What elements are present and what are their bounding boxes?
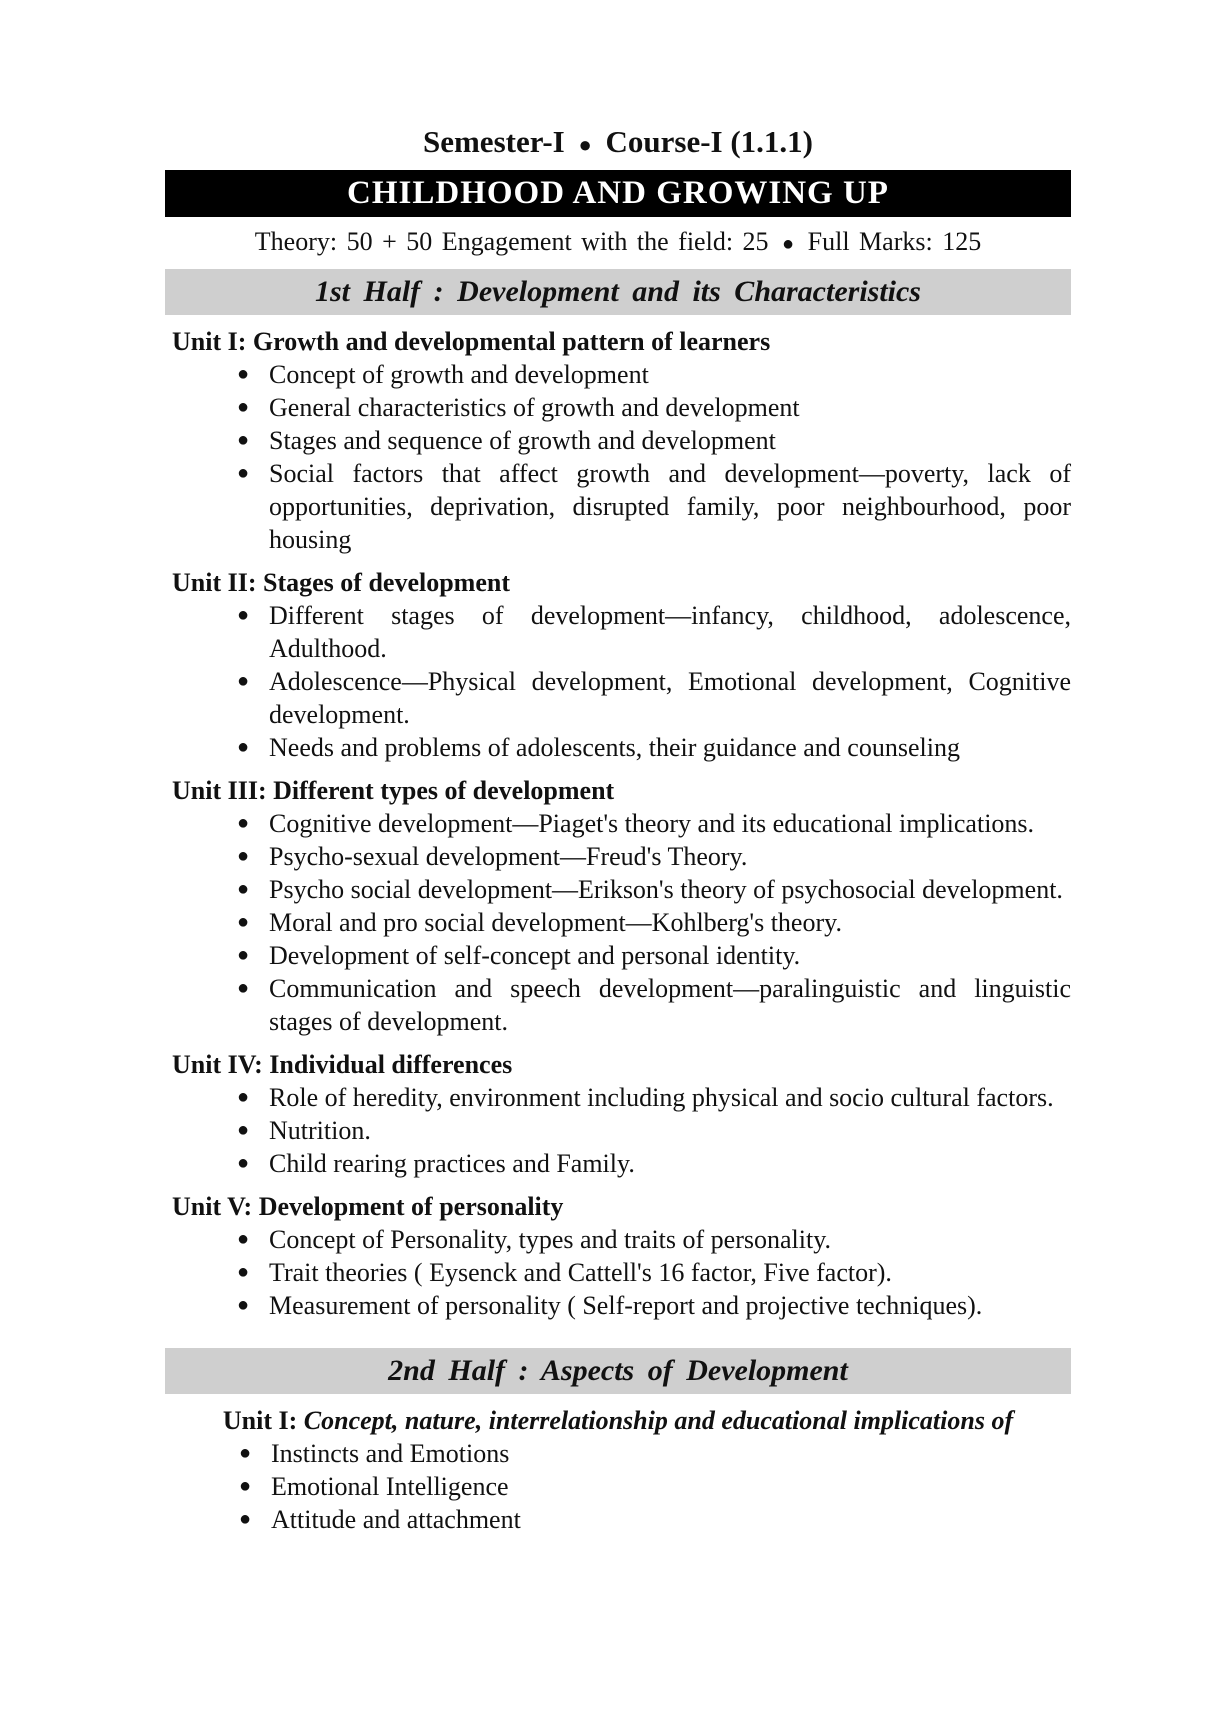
bullet-icon: ● bbox=[237, 878, 250, 900]
list-item bbox=[165, 731, 1071, 764]
bullet-icon: ● bbox=[237, 670, 250, 692]
list-item bbox=[165, 807, 1071, 840]
list-item bbox=[165, 599, 1071, 665]
unit-section bbox=[165, 1190, 1071, 1322]
unit-label: Unit I: bbox=[222, 1406, 298, 1435]
list-item-text: Attitude and attachment bbox=[271, 1505, 521, 1534]
unit-item-list bbox=[165, 1223, 1071, 1322]
bullet-icon: ● bbox=[237, 429, 250, 451]
bullet-icon: ● bbox=[237, 1294, 250, 1316]
list-item-text: Communication and speech development—paralinguistic and linguistic stages of development. bbox=[269, 974, 1071, 1036]
bullet-icon: ● bbox=[237, 363, 250, 385]
list-item-text: Psycho social development—Erikson's theory of psychosocial development. bbox=[269, 875, 1063, 904]
unit-section bbox=[165, 566, 1071, 764]
second-half-unit-1 bbox=[165, 1404, 1071, 1536]
list-item-text: General characteristics of growth and development bbox=[269, 393, 800, 422]
list-item-text: Measurement of personality ( Self-report and projective techniques). bbox=[269, 1291, 983, 1320]
bullet-separator: ● bbox=[782, 233, 795, 256]
list-item-text: Needs and problems of adolescents, their guidance and counseling bbox=[269, 733, 960, 762]
bullet-icon: ● bbox=[237, 845, 250, 867]
syllabus-page bbox=[165, 118, 1071, 1536]
first-half-units bbox=[165, 325, 1071, 1322]
course-title-banner: CHILDHOOD AND GROWING UP bbox=[165, 170, 1071, 217]
first-half-heading: 1st Half : Development and its Characteristics bbox=[165, 269, 1071, 315]
unit-section bbox=[165, 774, 1071, 1038]
list-item-text: Moral and pro social development—Kohlberg's theory. bbox=[269, 908, 842, 937]
unit-item-list bbox=[165, 599, 1071, 764]
bullet-icon: ● bbox=[237, 944, 250, 966]
list-item bbox=[165, 1437, 1071, 1470]
list-item bbox=[165, 1223, 1071, 1256]
unit-title bbox=[165, 1404, 1071, 1437]
list-item bbox=[165, 939, 1071, 972]
bullet-icon: ● bbox=[237, 977, 250, 999]
unit-title-text: Concept, nature, interrelationship and educational implications of bbox=[303, 1406, 1014, 1435]
bullet-icon: ● bbox=[237, 462, 250, 484]
bullet-icon: ● bbox=[237, 1261, 250, 1283]
bullet-icon: ● bbox=[237, 736, 250, 758]
bullet-icon: ● bbox=[239, 1508, 252, 1530]
bullet-icon: ● bbox=[237, 396, 250, 418]
list-item bbox=[165, 873, 1071, 906]
unit-title: Unit V: Development of personality bbox=[172, 1192, 564, 1221]
list-item-text: Social factors that affect growth and development—poverty, lack of opportunities, deprivation, disrupted family, poor neighbourhood, poor housing bbox=[269, 459, 1071, 554]
semester-label: Semester-I bbox=[422, 124, 565, 159]
list-item bbox=[165, 1470, 1071, 1503]
second-half-heading: 2nd Half : Aspects of Development bbox=[165, 1348, 1071, 1394]
semester-course-heading bbox=[165, 118, 1071, 166]
list-item bbox=[165, 424, 1071, 457]
bullet-icon: ● bbox=[239, 1475, 252, 1497]
unit-item-list bbox=[165, 807, 1071, 1038]
list-item-text: Trait theories ( Eysenck and Cattell's 16 factor, Five factor). bbox=[269, 1258, 892, 1287]
list-item bbox=[165, 1503, 1071, 1536]
list-item-text: Psycho-sexual development—Freud's Theory. bbox=[269, 842, 748, 871]
list-item-text: Concept of growth and development bbox=[269, 360, 649, 389]
bullet-separator: ● bbox=[578, 131, 592, 157]
marks-line bbox=[165, 217, 1071, 267]
unit-title: Unit IV: Individual differences bbox=[172, 1050, 513, 1079]
list-item-text: Stages and sequence of growth and development bbox=[269, 426, 776, 455]
bullet-icon: ● bbox=[237, 911, 250, 933]
list-item bbox=[165, 665, 1071, 731]
list-item bbox=[165, 1289, 1071, 1322]
list-item-text: Adolescence—Physical development, Emotional development, Cognitive development. bbox=[269, 667, 1071, 729]
bullet-icon: ● bbox=[237, 1152, 250, 1174]
full-marks: Full Marks: 125 bbox=[807, 227, 982, 256]
unit-section bbox=[165, 325, 1071, 556]
bullet-icon: ● bbox=[239, 1442, 252, 1464]
list-item bbox=[165, 391, 1071, 424]
list-item bbox=[165, 906, 1071, 939]
list-item bbox=[165, 1256, 1071, 1289]
unit-section bbox=[165, 1048, 1071, 1180]
unit-title: Unit II: Stages of development bbox=[172, 568, 510, 597]
list-item-text: Nutrition. bbox=[269, 1116, 371, 1145]
list-item bbox=[165, 1081, 1071, 1114]
list-item-text: Child rearing practices and Family. bbox=[269, 1149, 635, 1178]
unit-item-list bbox=[165, 1081, 1071, 1180]
list-item-text: Concept of Personality, types and traits of personality. bbox=[269, 1225, 832, 1254]
list-item bbox=[165, 1147, 1071, 1180]
theory-marks: Theory: 50 + 50 Engagement with the field: 25 bbox=[254, 227, 769, 256]
bullet-icon: ● bbox=[237, 1119, 250, 1141]
list-item-text: Role of heredity, environment including physical and socio cultural factors. bbox=[269, 1083, 1054, 1112]
bullet-icon: ● bbox=[237, 604, 250, 626]
list-item bbox=[165, 1114, 1071, 1147]
list-item bbox=[165, 358, 1071, 391]
bullet-icon: ● bbox=[237, 1228, 250, 1250]
list-item-text: Cognitive development—Piaget's theory and its educational implications. bbox=[269, 809, 1035, 838]
unit-item-list bbox=[165, 358, 1071, 556]
list-item-text: Emotional Intelligence bbox=[271, 1472, 509, 1501]
bullet-icon: ● bbox=[237, 1086, 250, 1108]
course-label: Course-I (1.1.1) bbox=[605, 124, 814, 159]
unit-item-list bbox=[165, 1437, 1071, 1536]
list-item bbox=[165, 972, 1071, 1038]
list-item bbox=[165, 457, 1071, 556]
list-item-text: Different stages of development—infancy, childhood, adolescence, Adulthood. bbox=[269, 601, 1071, 663]
unit-title: Unit I: Growth and developmental pattern of learners bbox=[172, 327, 771, 356]
unit-title: Unit III: Different types of development bbox=[172, 776, 615, 805]
list-item-text: Development of self-concept and personal identity. bbox=[269, 941, 801, 970]
bullet-icon: ● bbox=[237, 812, 250, 834]
list-item bbox=[165, 840, 1071, 873]
list-item-text: Instincts and Emotions bbox=[271, 1439, 510, 1468]
